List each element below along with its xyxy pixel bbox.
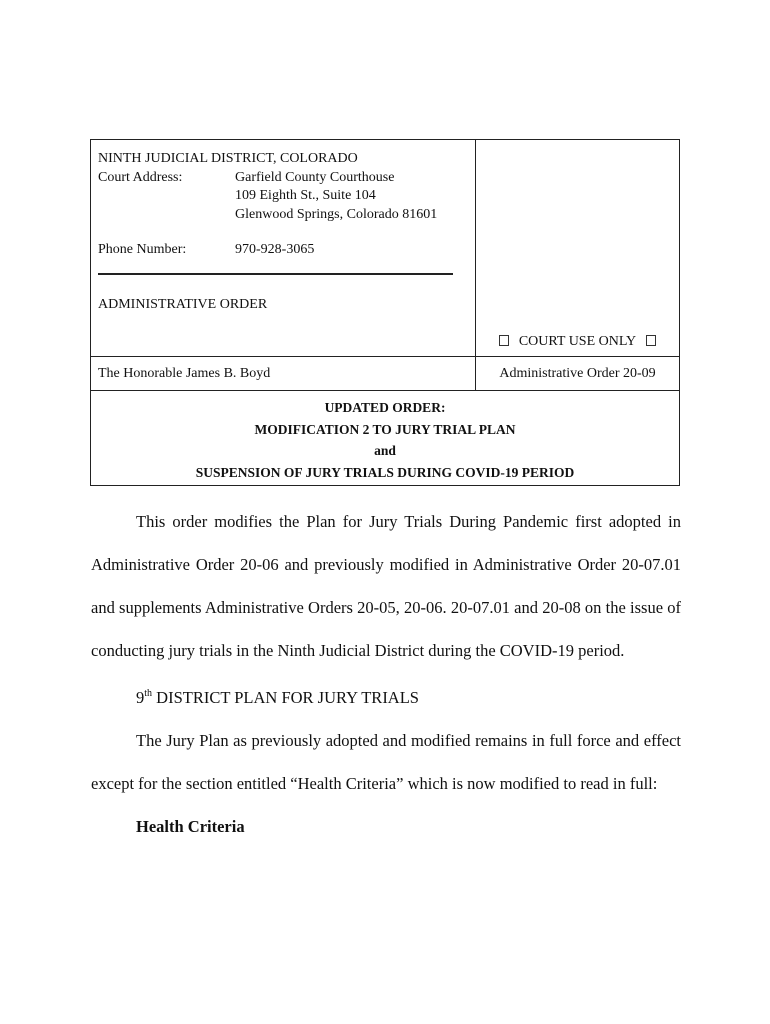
paragraph-jury-plan: The Jury Plan as previously adopted and modified remains in full force and effect except for the section entitled “Health Criteria” which is now modified to read in full:: [91, 731, 681, 793]
phone-line: [98, 242, 314, 258]
caption-row-court: [91, 140, 679, 357]
address-label: Court Address:: [98, 169, 183, 185]
case-caption-table: [90, 139, 680, 486]
checkbox-glyph-icon: [499, 335, 509, 346]
title-line-1: UPDATED ORDER:: [324, 400, 446, 415]
phone-label: Phone Number:: [98, 242, 187, 257]
order-number: Administrative Order 20-09: [499, 365, 656, 381]
judge-name: The Honorable James B. Boyd: [91, 357, 476, 390]
paragraph-intro: This order modifies the Plan for Jury Trials During Pandemic first adopted in Administrative Order 20-06 and previously modified in Administrative Order 20-07.01 and supplements Administrative Orders 20-05, 20-06. 20-07.01 and 20-08 on the issue of conducting jury trials in the Ninth Judicial District during the COVID-19 period.: [91, 512, 681, 660]
caption-row-judge: [91, 357, 679, 391]
order-title: [91, 391, 679, 485]
divider-rule: [98, 273, 453, 275]
order-body: [91, 500, 681, 848]
title-line-2: MODIFICATION 2 TO JURY TRIAL PLAN: [254, 421, 516, 437]
section-heading: 9th DISTRICT PLAN FOR JURY TRIALS: [136, 688, 419, 707]
address-line-3: Glenwood Springs, Colorado 81601: [235, 206, 438, 222]
phone-value: 970-928-3065: [235, 242, 315, 257]
title-line-3: and: [374, 443, 396, 458]
court-info-cell: [91, 140, 476, 356]
court-name: NINTH JUDICIAL DISTRICT, COLORADO: [98, 151, 358, 166]
subheading-health-criteria: Health Criteria: [136, 817, 245, 836]
checkbox-glyph-icon: [646, 335, 656, 346]
address-line-2: 109 Eighth St., Suite 104: [235, 188, 376, 203]
title-line-4: SUSPENSION OF JURY TRIALS DURING COVID-19 PERIOD: [195, 464, 575, 480]
document-type: ADMINISTRATIVE ORDER: [98, 297, 268, 312]
court-use-cell: [476, 140, 679, 356]
court-use-only-label: COURT USE ONLY: [476, 334, 679, 350]
court-block: [98, 150, 437, 224]
address-line-1: Garfield County Courthouse: [235, 169, 395, 185]
